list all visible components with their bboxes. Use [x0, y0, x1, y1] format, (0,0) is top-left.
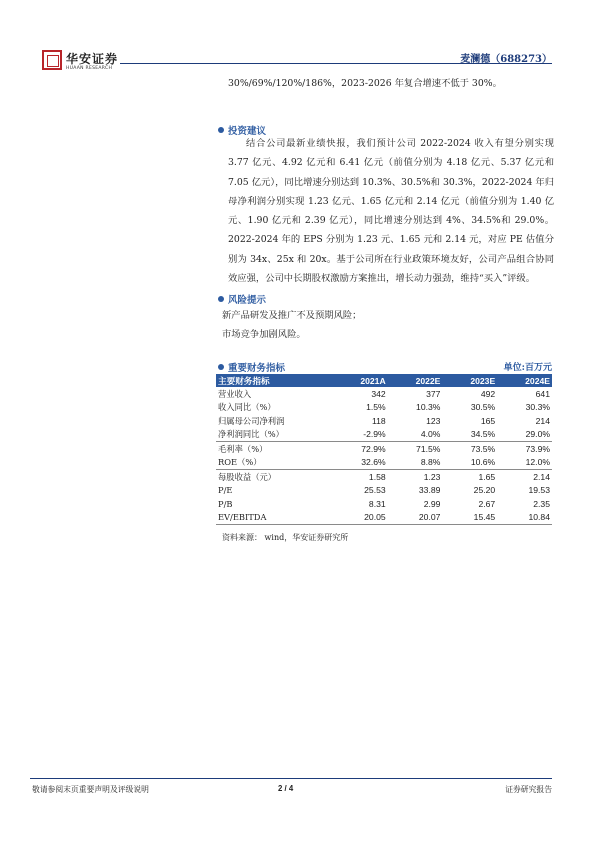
- financials-table: [216, 374, 552, 525]
- cell: 1.23: [423, 471, 441, 482]
- cell: 2.35: [533, 498, 550, 509]
- table-source: 资料来源： wind，华安证券研究所: [222, 533, 349, 542]
- cell: 20.05: [332, 511, 388, 525]
- financials-title: 重要财务指标: [228, 363, 286, 374]
- footer-report-type: 证券研究报告: [505, 785, 552, 794]
- cell: 10.6%: [442, 456, 497, 470]
- table-row: [216, 414, 552, 428]
- row-label: 每股收益（元）: [218, 471, 277, 482]
- intro-line: 30%/69%/120%/186%，2023-2026 年复合增速不低于 30%。: [228, 78, 502, 89]
- table-row: [216, 511, 552, 525]
- footer-divider: [30, 778, 552, 779]
- intro-text-block: [228, 74, 554, 93]
- cell: 165: [480, 415, 496, 426]
- header-divider: [120, 63, 552, 64]
- cell: 377: [426, 388, 441, 399]
- table-row: [216, 387, 552, 401]
- row-label: 营业收入: [218, 388, 252, 399]
- investment-paragraph-block: [228, 134, 554, 288]
- table-row: [216, 470, 552, 484]
- cell: 2.67: [478, 498, 496, 509]
- cell: 1.58: [368, 471, 386, 482]
- table-row: [216, 497, 552, 511]
- cell: 30.5%: [470, 402, 496, 413]
- header-cell: 2023E: [442, 374, 497, 387]
- cell: 71.5%: [416, 443, 441, 454]
- header-cell: 2022E: [388, 374, 443, 387]
- bullet-dot-icon: [218, 127, 224, 133]
- risk-title: 风险提示: [228, 295, 267, 306]
- cell: 73.9%: [525, 443, 550, 454]
- cell: 2.14: [533, 471, 550, 482]
- cell: 118: [371, 415, 386, 426]
- bullet-dot-icon: [218, 296, 224, 302]
- cell: 33.89: [418, 485, 441, 496]
- risk-section-heading: [218, 292, 266, 306]
- company-title: 麦澜德（688273）: [460, 54, 552, 65]
- cell: 19.53: [528, 485, 550, 496]
- cell: 12.0%: [497, 456, 552, 470]
- cell: 34.5%: [442, 428, 497, 442]
- cell: 10.84: [497, 511, 552, 525]
- risk-item: 新产品研发及推广不及预期风险；: [222, 310, 362, 321]
- cell: 123: [426, 415, 441, 426]
- bullet-dot-icon: [218, 364, 224, 370]
- header-cell: 主要财务指标: [216, 374, 332, 387]
- cell: 641: [535, 388, 550, 399]
- cell: 32.6%: [332, 456, 388, 470]
- row-label: 收入同比（%）: [218, 402, 276, 413]
- table-row: [216, 456, 552, 470]
- logo-icon: [42, 50, 62, 70]
- row-label: P/E: [218, 485, 233, 496]
- table-row: [216, 442, 552, 456]
- page-number: 2 / 4: [278, 784, 294, 793]
- logo-english: HUAAN RESEARCH: [66, 66, 113, 71]
- cell: 10.3%: [416, 402, 441, 413]
- row-label: EV/EBITDA: [216, 511, 332, 525]
- row-label: 归属母公司净利润: [218, 415, 285, 426]
- cell: 1.65: [478, 471, 496, 482]
- table-row: [216, 484, 552, 498]
- financials-table-wrap: [216, 374, 552, 525]
- table-row: [216, 428, 552, 442]
- cell: 25.53: [364, 485, 386, 496]
- cell: -2.9%: [332, 428, 388, 442]
- row-label: 毛利率（%）: [218, 443, 268, 454]
- cell: 1.5%: [366, 402, 386, 413]
- risk-list: [222, 306, 552, 345]
- unit-label: 单位:百万元: [503, 363, 552, 373]
- row-label: 净利润同比（%）: [216, 428, 332, 442]
- cell: 20.07: [388, 511, 443, 525]
- row-label: P/B: [218, 498, 233, 509]
- table-header-row: [216, 374, 552, 387]
- cell: 73.5%: [470, 443, 496, 454]
- header-cell: 2024E: [497, 374, 552, 387]
- cell: 4.0%: [388, 428, 443, 442]
- financials-section-heading: [218, 360, 285, 374]
- cell: 29.0%: [497, 428, 552, 442]
- cell: 2.99: [423, 498, 441, 509]
- cell: 342: [371, 388, 386, 399]
- cell: 8.8%: [388, 456, 443, 470]
- cell: 72.9%: [361, 443, 386, 454]
- cell: 15.45: [442, 511, 497, 525]
- cell: 214: [535, 415, 550, 426]
- table-row: [216, 401, 552, 415]
- header-cell: 2021A: [332, 374, 388, 387]
- cell: 492: [480, 388, 496, 399]
- cell: 25.20: [473, 485, 496, 496]
- risk-item: 市场竞争加剧风险。: [222, 329, 306, 341]
- logo-name: 华安证券: [66, 52, 119, 66]
- row-label: ROE（%）: [216, 456, 332, 470]
- investment-paragraph: 结合公司最新业绩快报，我们预计公司 2022-2024 收入有望分别实现 3.77 亿元、4.92 亿元和 6.41 亿元（前值分别为 4.18 亿元、5.37 亿元和 7.05 亿元），同比增速分别达到 10.3%、30.5%和 30.3%，2022-2024 年归母净利润分别实现 1.23 亿元、1.65 亿元和 2.14 亿元（前值分别为 1.40 亿元、1.90 亿元和 2.39 亿元），同比增速分别达到 4%、34.5%和 29.0%。2022-2024 年的 EPS 分别为 1.23 元、1.65 元和 2.14 元，对应 PE 估值分别为 34x、25x 和 20x。基于公司所在行业政策环境友好，公司产品组合协同效应强，公司中长期股权激励方案推出，增长动力强劲，维持“买入”评级。: [228, 138, 554, 285]
- cell: 8.31: [368, 498, 386, 509]
- investment-title: 投资建议: [228, 126, 267, 137]
- cell: 30.3%: [525, 402, 550, 413]
- footer-disclaimer: 敬请参阅末页重要声明及评级说明: [32, 785, 149, 794]
